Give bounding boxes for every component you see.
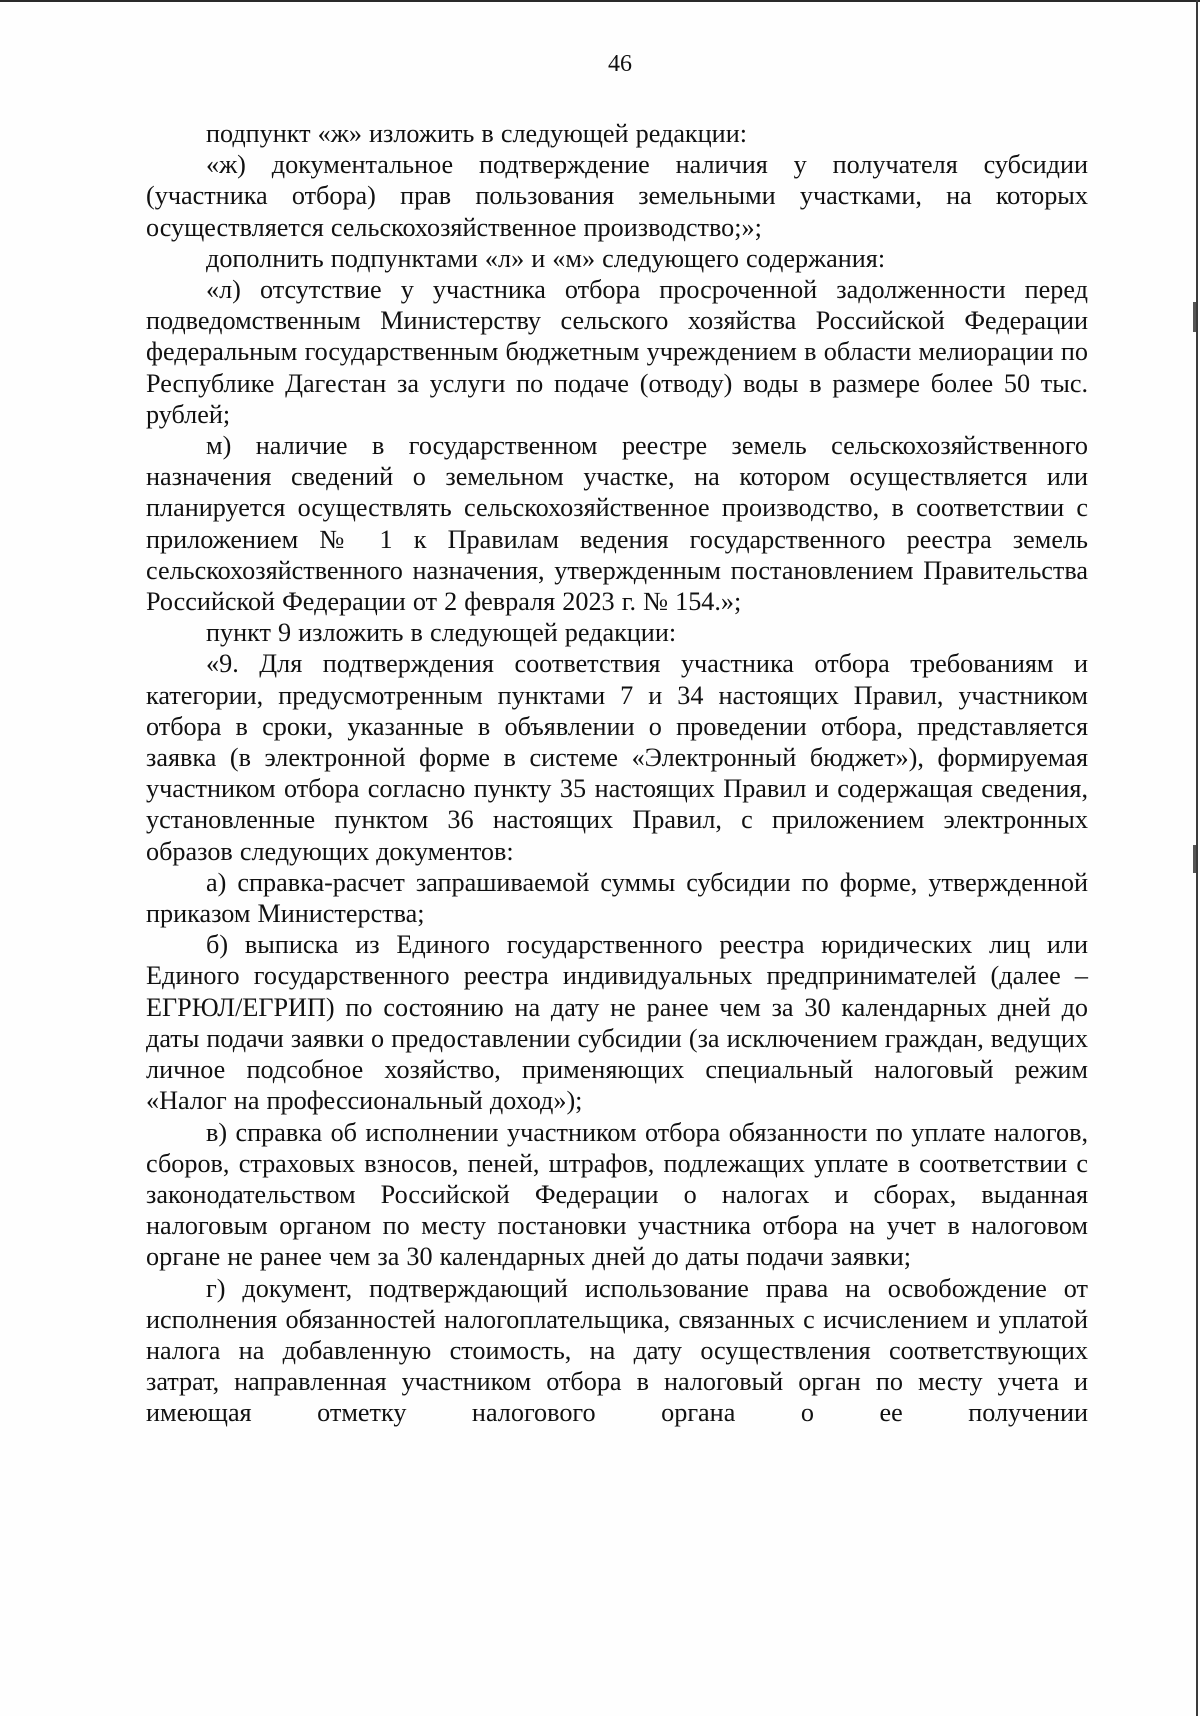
- paragraph: «л) отсутствие у участника отбора просроченной задолженности перед подведомственным Министерству сельского хозяйства Российской Федерации федеральным государственным бюджетным учреждением в области мелиорации по Республике Дагестан за услуги по подаче (отводу) воды в размере более 50 тыс. рублей;: [146, 275, 1088, 429]
- paragraph: «ж) документальное подтверждение наличия у получателя субсидии (участника отбора) прав пользования земельными участками, на которых осуществляется сельскохозяйственное производство;»;: [146, 150, 1088, 242]
- scan-artifact-mark: [1193, 845, 1196, 873]
- paragraph: пункт 9 изложить в следующей редакции:: [206, 618, 677, 648]
- paragraph: а) справка-расчет запрашиваемой суммы субсидии по форме, утвержденной приказом Министерства;: [146, 867, 1088, 929]
- scan-artifact-mark: [1193, 302, 1196, 332]
- paragraph: б) выписка из Единого государственного реестра юридических лиц или Единого государственного реестра индивидуальных предпринимателей (далее – ЕГРЮЛ/ЕГРИП) по состоянию на дату не ранее чем за 30 календарных дней до даты подачи заявки о предоставлении субсидии (за исключением граждан, ведущих личное подсобное хозяйство, применяющих специальный налоговый режим «Налог на профессиональный доход»);: [146, 930, 1088, 1116]
- paragraph: подпункт «ж» изложить в следующей редакции:: [206, 119, 747, 148]
- paragraph: дополнить подпунктами «л» и «м» следующего содержания:: [206, 243, 886, 273]
- paragraph: «9. Для подтверждения соответствия участника отбора требованиям и категории, предусмотренным пунктами 7 и 34 настоящих Правил, участником отбора в сроки, указанные в объявлении о проведении отбора, представляется заявка (в электронной форме в системе «Электронный бюджет»), формируемая участником отбора согласно пункту 35 настоящих Правил и содержащая сведения, установленные пунктом 36 настоящих Правил, с приложением электронных образов следующих документов:: [146, 649, 1088, 866]
- page-number: 46: [608, 51, 632, 77]
- scan-top-border: [0, 0, 1200, 2]
- paragraph: в) справка об исполнении участником отбора обязанности по уплате налогов, сборов, страховых взносов, пеней, штрафов, подлежащих уплате в соответствии с законодательством Российской Федерации о налогах и сборах, выданная налоговым органом по месту постановки участника отбора на учет в налоговом органе не ранее чем за 30 календарных дней до даты подачи заявки;: [146, 1117, 1088, 1272]
- paragraph: м) наличие в государственном реестре земель сельскохозяйственного назначения сведений о земельном участке, на котором осуществляется или планируется осуществлять сельскохозяйственное производство, в соответствии с приложением № 1 к Правилам ведения государственного реестра земель сельскохозяйственного назначения, утвержденным постановлением Правительства Российской Федерации от 2 февраля 2023 г. № 154.»;: [146, 431, 1088, 617]
- paragraph: г) документ, подтверждающий использование права на освобождение от исполнения обязанностей налогоплательщика, связанных с исчислением и уплатой налога на добавленную стоимость, на дату осуществления соответствующих затрат, направленная участником отбора в налоговый орган по месту учета и имеющая отметку налогового органа о ее получении: [146, 1273, 1088, 1428]
- scan-right-border: [1196, 0, 1198, 1716]
- document-body: [146, 118, 1088, 1429]
